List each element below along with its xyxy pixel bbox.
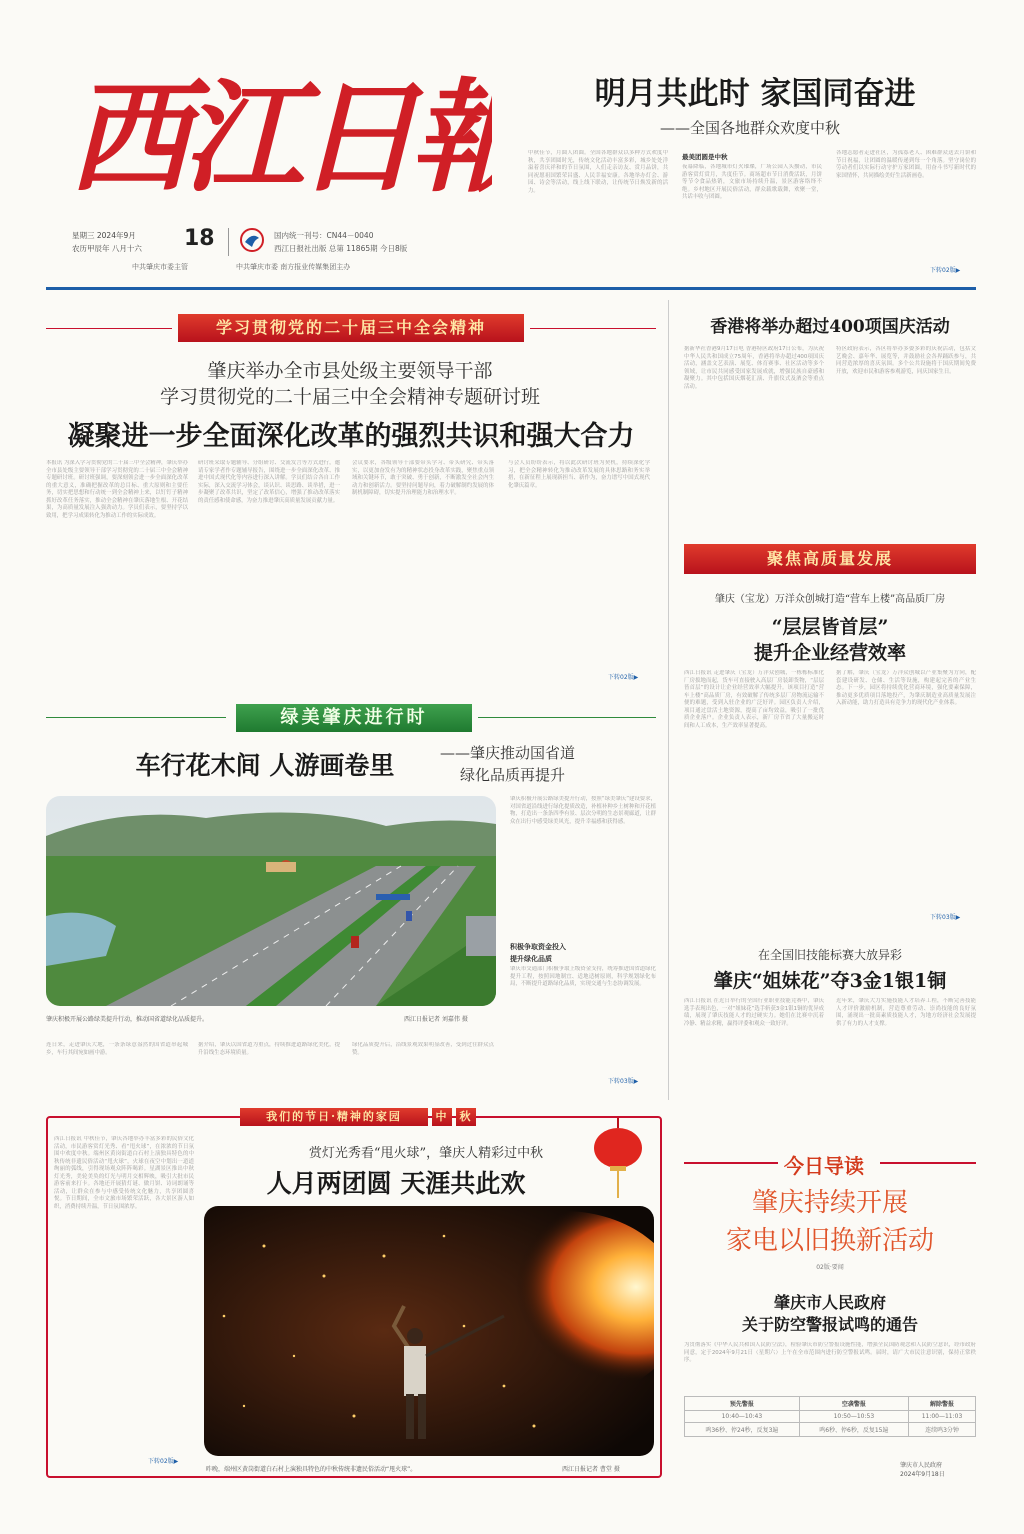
- study-text-col-4: 与会人员纷纷表示，将以此次研讨班为契机，持续深化学习，把全会精神转化为推动改革发展的具体思路和务实举措，在新征程上展现新担当、新作为，奋力谱写中国式现代化肇庆篇章。: [508, 460, 650, 489]
- day-number: 18: [184, 226, 215, 251]
- festival-banner: 我们的节日·精神的家园: [240, 1108, 428, 1126]
- green-bottom-text-2: 据介绍，肇庆以国省道为重点，持续推进道路绿化美化，提升沿线生态环境质量。: [198, 1042, 340, 1056]
- hk-text-col-2: 特区政府表示，各区将举办多姿多彩的庆祝活动，包括文艺晚会、嘉年华、展览等，并鼓励社会各界踊跃参与，共同营造浓厚的喜庆氛围。多个公共设施将于国庆期间免费开放，欢迎市民和游客参观游览，同庆国家生日。: [836, 346, 976, 375]
- date-line-1: 星期三 2024年9月: [72, 231, 136, 240]
- study-text-col-2: 研讨班采取专题辅导、分组研讨、交流发言等方式进行，邀请专家学者作专题辅导报告，围绕进一步全面深化改革、推进中国式现代化等内容进行深入讲解。学员们结合各自工作实际，深入交流学习体会，谈认识、谈思路、谈举措，进一步凝聚了改革共识，坚定了改革信心，增强了推动改革落实的责任感和使命感，为奋力推进肇庆高质量发展贡献力量。: [198, 460, 340, 504]
- study-headline: 凝聚进一步全面深化改革的强烈共识和强大合力: [67, 421, 635, 452]
- lead-text-col-1: 中秋佳节，月圆人团圆。全国各地群众以多种方式欢度中秋，共享团圆时光，传统文化活动丰富多彩，城乡处处洋溢着喜庆祥和的节日氛围，人们走亲访友、赏月品饼，共同祝愿祖国繁荣昌盛、人民幸福安康。各地举办灯会、游园、诗会等活动，线上线下联动，让传统节日焕发新的活力。: [528, 150, 668, 194]
- green-jump-link[interactable]: 下转03版▶: [608, 1078, 639, 1085]
- alarm-header-1: 预先警报: [685, 1397, 800, 1411]
- fire-ball-photo: [204, 1206, 654, 1456]
- masthead-rule: [46, 287, 976, 290]
- develop-headline-1: “层层皆首层”: [771, 616, 889, 638]
- lead-col-head: 最美团圆是中秋: [682, 153, 728, 161]
- notice-signature-1: 肇庆市人民政府: [900, 1462, 943, 1469]
- fire-photo-caption: 昨晚，端州区黄岗街道白石村上演独具特色的中秋传统非遗民俗活动“甩火球”。: [206, 1466, 417, 1473]
- info-line-1: 国内统一刊号：CN44－0040: [274, 231, 374, 240]
- festival-headline: 人月两团圆 天涯共此欢: [266, 1169, 526, 1198]
- lantern-icon: [590, 1118, 646, 1208]
- publisher-emblem-icon: [240, 228, 264, 252]
- alarm-time-1: 10:40—10:43: [685, 1411, 800, 1423]
- notice-text: 为贯彻落实《中华人民共和国人民防空法》，检验肇庆市防空警报设施性能，增强全民国防观念和人民防空意识，经市政府同意，定于2024年9月21日（星期六）上午在全市范围内进行防空警报试鸣。届时，请广大市民注意识别，保持正常秩序。: [684, 1342, 976, 1363]
- lead-headline: 明月共此时 家国同奋进: [594, 76, 916, 112]
- festival-jump-link[interactable]: 下转02版▶: [148, 1458, 179, 1465]
- alarm-time-3: 11:00—11:03: [908, 1411, 975, 1423]
- study-banner: 学习贯彻党的二十届三中全会精神: [178, 314, 524, 342]
- hk-headline: 香港将举办超过400项国庆活动: [710, 317, 950, 337]
- masthead-divider: [228, 228, 229, 256]
- alarm-desc-3: 连续鸣3分钟: [908, 1423, 975, 1437]
- festival-kicker: 赏灯光秀看“甩火球”，肇庆人精彩过中秋: [308, 1146, 544, 1161]
- study-text-col-3: 会议要求，各级领导干部要带头学习、带头研究、带头落实，以更加奋发有为的精神状态投身改革实践，聚焦重点领域和关键环节，敢于突破、勇于创新，不断激发全社会内生动力和创新活力。要坚持问题导向，着力破解制约发展的体制机制障碍，切实提升治理能力和治理水平。: [352, 460, 494, 496]
- green-sub-2: 绿化品质再提升: [460, 766, 566, 784]
- study-kicker-2: 学习贯彻党的二十届三中全会精神专题研讨班: [159, 386, 540, 408]
- lead-text-col-3: 各地志愿者走进社区，为孤寡老人、困难群众送去月饼和节日祝福，让团圆的温暖传递到每一个角落。坚守岗位的劳动者们以实际行动守护万家团圆，用奋斗书写新时代的家国情怀，共同描绘美好生活新画卷。: [836, 150, 976, 179]
- green-banner: 绿美肇庆进行时: [236, 704, 472, 732]
- festival-tag-2: 秋: [456, 1108, 476, 1126]
- green-headline: 车行花木间 人游画卷里: [135, 751, 395, 780]
- develop-text-col-1: 西江日报讯 走进肇庆（宝龙）万洋众创城，一栋栋标准化厂房拔地而起，货车可直接驶入高层厂房装卸货物，“层层皆首层”的设计让企业经营效率大幅提升。该项目打造“营车上楼”高品质厂房，有效破解了传统多层厂房物流运输不便的难题，受到入驻企业的广泛好评。园区负责人介绍，项目通过盘活土地资源，提高了亩均效益，吸引了一批优质企业落户。企业负责人表示，新厂房节省了大量搬运时间和人工成本，生产效率显著提高。: [684, 670, 824, 729]
- lead-text-col-2: 夜幕降临，各地城市灯火璀璨，广场公园人头攒动，市民游客赏灯赏月，共度佳节。商场超市节日消费活跃，月饼等节令食品热销，文旅市场持续升温，景区游客络绎不绝。乡村地区开展民俗活动，群众载歌载舞，欢聚一堂，共话丰收与团圆。: [682, 164, 822, 200]
- today-teaser-1[interactable]: 肇庆持续开展: [751, 1188, 908, 1218]
- study-kicker-1: 肇庆举办全市县处级主要领导干部: [207, 360, 493, 382]
- info-line-2: 西江日报社出版 总第 11865期 今日8版: [274, 244, 408, 253]
- green-side-text-1: 肇庆积极开展公路绿美提升行动，按照“绿美肇庆”建设要求，对国省道沿线进行绿化提质改造，补植补种乡土树种和开花植物，打造出一条条四季有景、层次分明的生态景观廊道，让群众在出行中感受绿美风光，提升幸福感和获得感。: [510, 796, 656, 825]
- develop-banner: 聚焦高质量发展: [684, 544, 976, 574]
- highway-photo-caption: 肇庆积极开展公路绿美提升行动，推动国省道绿化品质提升。: [46, 1016, 209, 1023]
- skills-text-col-2: 近年来，肇庆大力实施技能人才培养工程，不断完善技能人才评价激励机制，营造尊重劳动、崇尚技能的良好氛围，涌现出一批高素质技能人才，为地方经济社会发展提供了有力的人才支撑。: [836, 998, 976, 1027]
- hk-text-col-1: 据新华社香港9月17日电 香港特区政府17日公布，为庆祝中华人民共和国成立75周年，香港将举办超过400项国庆活动，涵盖文艺表演、展览、体育赛事、社区活动等多个领域，让市民共同感受国家发展成就，增强民族自豪感和凝聚力。其中包括国庆烟花汇演、升旗仪式及酒会等重点活动。: [684, 346, 824, 390]
- sponsor-1: 中共肇庆市委主管: [132, 263, 188, 271]
- green-side-head-1: 积极争取资金投入: [510, 943, 566, 951]
- skills-kicker: 在全国旧技能标赛大放异彩: [757, 948, 902, 962]
- masthead-logo: [62, 52, 492, 212]
- alarm-header-3: 解除警报: [908, 1397, 975, 1411]
- today-label: 今日导读: [784, 1154, 864, 1178]
- alarm-header-2: 空袭警报: [799, 1397, 908, 1411]
- develop-headline-2: 提升企业经营效率: [753, 642, 906, 664]
- develop-jump-link[interactable]: 下转03版▶: [930, 914, 961, 921]
- green-bottom-text-3: 绿化品质提升后，沿线景观效果明显改善，受到过往群众点赞。: [352, 1042, 494, 1056]
- skills-headline: 肇庆“姐妹花”夺3金1银1铜: [713, 970, 947, 992]
- festival-tag-1: 中: [432, 1108, 452, 1126]
- highway-photo: [46, 796, 496, 1006]
- today-page-ref: 02版·要闻: [816, 1264, 844, 1271]
- study-text-col-1: 本报讯 为深入学习贯彻党的二十届三中全会精神，肇庆举办全市县处级主要领导干部学习贯彻党的二十届三中全会精神专题研讨班。研讨班强调，要深刻领会进一步全面深化改革的重大意义，准确把握改革的总目标、重大原则和主要任务，切实把思想和行动统一到全会精神上来，以钉钉子精神抓好改革任务落实，推动全会精神在肇庆落地生根、开花结果，为高质量发展注入强劲动力。学员们表示，要坚持学以致用，把学习成果转化为推动工作的实际成效。: [46, 460, 188, 519]
- fire-photo-credit: 西江日报记者 曹堂 摄: [562, 1466, 620, 1473]
- notice-title-1: 肇庆市人民政府: [773, 1293, 886, 1312]
- green-side-text-2: 肇庆市交通部门积极争取上级资金支持，统筹推进国省道绿化提升工程，按照因地制宜、适地适树原则，科学规划绿化布局，不断提升道路绿化品质，实现交通与生态协调发展。: [510, 966, 656, 987]
- green-bottom-text-1: 连日来，走进肇庆大地，一条条绿意盎然的国省道串起城乡，车行其间宛如画中游。: [46, 1042, 188, 1056]
- lead-jump-link[interactable]: 下转02版▶: [930, 267, 961, 274]
- alarm-table: [684, 1396, 976, 1437]
- festival-text-col: 西江日报讯 中秋佳节，肇庆各地举办丰富多彩的民俗文化活动，市民游客赏灯光秀、看“甩火球”，在浓浓的节日氛围中欢度中秋。端州区黄岗街道白石村上演独具特色的中秋传统非遗民俗活动“甩火球”，火球在夜空中划出一道道绚丽的弧线，引得现场观众阵阵喝彩。星湖景区推出中秋灯光秀，美轮美奂的灯光与明月交相辉映，吸引大批市民游客前来打卡。各地还开展猜灯谜、做月饼、诗词朗诵等活动，让群众在参与中感受传统文化魅力，共享团圆喜悦。节日期间，全市文旅市场繁荣活跃，各大景区游人如织，消费持续升温，节日氛围浓厚。: [54, 1136, 194, 1210]
- skills-text-col-1: 西江日报讯 在近日举行的全国行业职业技能竞赛中，肇庆选手表现出色，一对“姐妹花”选手斩获3金1银1铜的优异成绩，展现了肇庆技能人才的过硬实力。她们在比赛中沉着冷静、精益求精，赢得评委和观众一致好评。: [684, 998, 824, 1027]
- notice-signature-2: 2024年9月18日: [900, 1471, 945, 1478]
- highway-photo-credit: 西江日报记者 刘嘉伟 摄: [404, 1016, 468, 1023]
- green-rule-left: [46, 717, 226, 718]
- study-jump-link[interactable]: 下转02版▶: [608, 674, 639, 681]
- lead-subtitle: ——全国各地群众欢度中秋: [659, 119, 840, 137]
- alarm-desc-2: 鸣6秒、停6秒，反复15遍: [799, 1423, 908, 1437]
- green-sub-1: ——肇庆推动国省道: [440, 744, 576, 762]
- study-rule-left: [46, 328, 172, 329]
- alarm-desc-1: 鸣36秒、停24秒，反复3遍: [685, 1423, 800, 1437]
- sponsor-2: 中共肇庆市委 南方报业传媒集团主办: [236, 263, 351, 271]
- masthead-name: [0, 0, 1, 1]
- green-side-head-2: 提升绿化品质: [510, 955, 552, 963]
- svg-text:西江日報: 西江日報: [68, 65, 492, 209]
- today-rule-left: [684, 1162, 778, 1164]
- study-rule-right: [530, 328, 656, 329]
- date-line-2: 农历甲辰年 八月十六: [72, 244, 142, 253]
- green-rule-right: [478, 717, 656, 718]
- notice-title-2: 关于防空警报试鸣的通告: [741, 1315, 918, 1334]
- develop-text-col-2: 据了解，肇庆（宝龙）万洋众创城以产业集聚为方向，配套建设研发、仓储、生活等设施，构建起完善的产业生态。下一步，园区将持续优化营商环境，强化要素保障，推动更多优质项目落地投产，为肇庆制造业高质量发展注入新动能，助力打造具有竞争力的现代化产业体系。: [836, 670, 976, 706]
- today-teaser-2[interactable]: 家电以旧换新活动: [725, 1226, 934, 1256]
- column-divider: [668, 300, 669, 1100]
- today-rule-right: [880, 1162, 976, 1164]
- alarm-time-2: 10:50—10:53: [799, 1411, 908, 1423]
- develop-kicker: 肇庆（宝龙）万洋众创城打造“营车上楼”高品质厂房: [714, 594, 946, 605]
